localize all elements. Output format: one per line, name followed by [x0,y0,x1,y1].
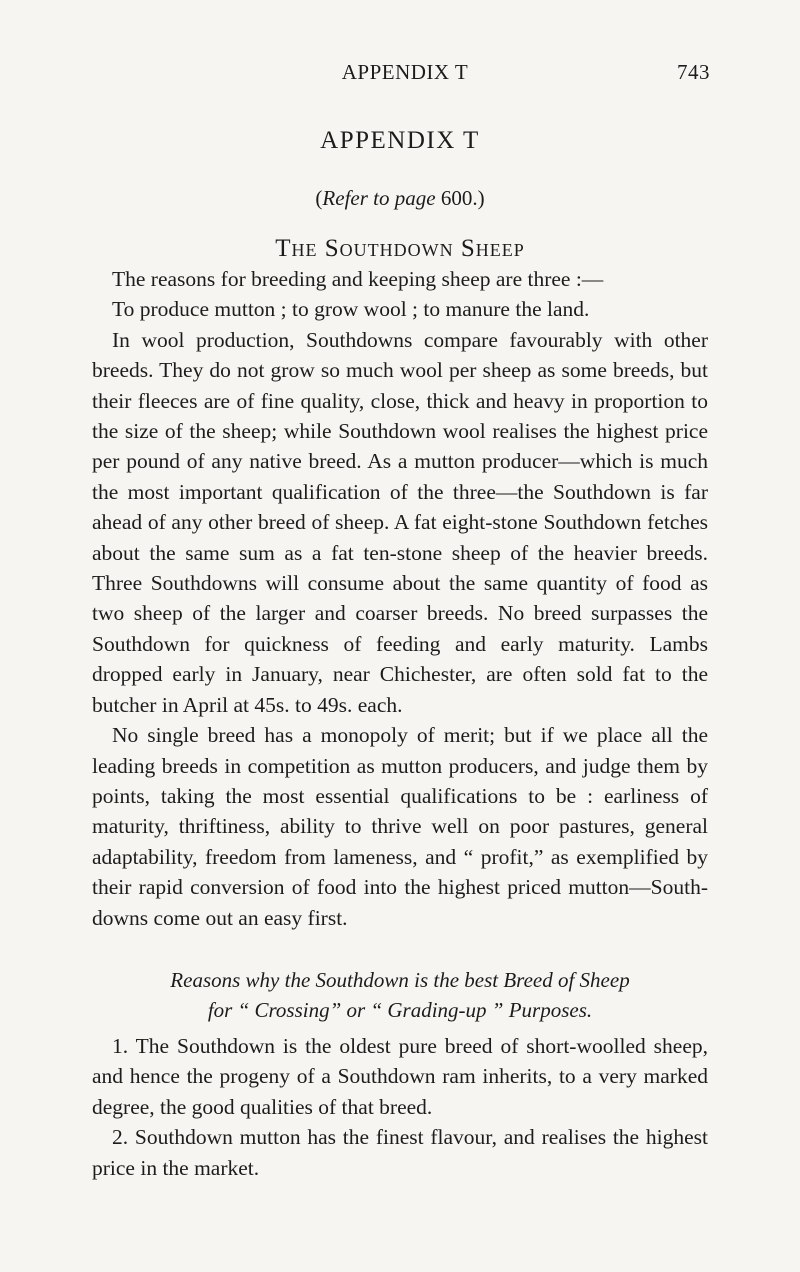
subheading-line: for “ Crossing” or “ Grading-up ” Purposes. [207,997,593,1022]
page-reference-number: 600.) [435,186,485,210]
appendix-title: APPENDIX T [320,127,480,154]
page-reference-open: ( [315,186,323,210]
body-text [92,264,708,1183]
page-number: 743 [677,60,710,84]
subheading [92,965,708,1025]
page-reference-italic: Refer to page [322,186,436,210]
running-head [100,60,710,90]
subheading-line: Reasons why the Southdown is the best Breed of Sheep [170,967,630,992]
paragraph: To produce mutton ; to grow wool ; to manure the land. [112,297,590,322]
numbered-paragraph: 2. Southdown mutton has the finest flavour, and realises the highest price in the market. [92,1125,708,1180]
paragraph: No single breed has a monopoly of merit; but if we place all the leading breeds in competition as mutton producers, and judge them by points, taking the most essential qualifications to be : earliness of maturity, thriftiness, ability to thrive well on poor pastures, general adaptability, freedom from lameness, and “ profit,” as exemplified by their rapid conversion of food into the highest priced mutton—South-downs come out an easy first. [92,723,708,930]
section-title: The Southdown Sheep [275,235,525,262]
paragraph: In wool production, Southdowns compare favourably with other breeds. They do not grow so much wool per sheep as some breeds, but their fleeces are of fine quality, close, thick and heavy in proportion to the size of the sheep; while Southdown wool realises the highest price per pound of any native breed. As a mutton producer—which is much the most important qualification of the three—the Southdown is far ahead of any other breed of sheep. A fat eight-stone Southdown fetches about the same sum as a fat ten-stone sheep of the heavier breeds. Three Southdowns will consume about the same quantity of food as two sheep of the larger and coarser breeds. No breed surpasses the Southdown for quickness of feeding and early maturity. Lambs dropped early in January, near Chichester, are often sold fat to the butcher in April at 45s. to 49s. each. [92,327,708,717]
paragraph: The reasons for breeding and keeping sheep are three :— [112,267,604,291]
running-head-title: APPENDIX T [341,60,469,84]
numbered-paragraph: 1. The Southdown is the oldest pure breed of short-woolled sheep, and hence the progeny of a Southdown ram inherits, to a very marked degree, the good qualities of that breed. [92,1033,708,1119]
page-reference [0,186,800,211]
